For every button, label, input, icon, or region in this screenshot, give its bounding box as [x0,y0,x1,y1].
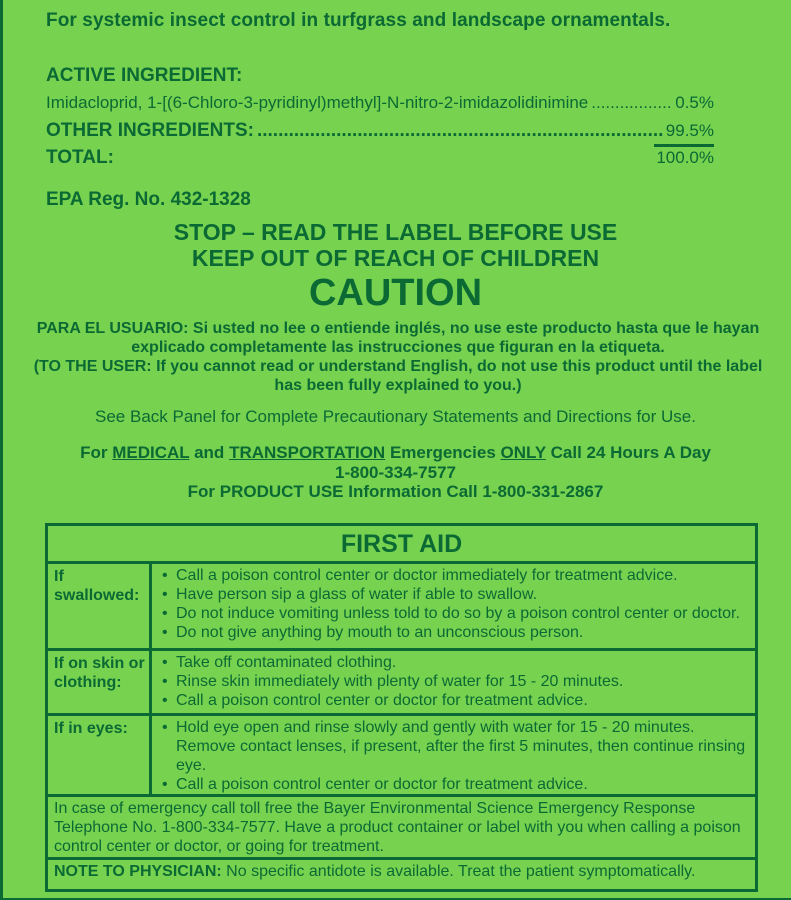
other-ingredients-percent: 99.5% [665,121,714,140]
only-word: ONLY [500,443,546,462]
see-back-panel: See Back Panel for Complete Precautionary Statements and Directions for Use. [95,407,696,426]
list-item: • Do not induce vomiting unless told to do so by a poison control center or doctor. [162,604,748,623]
instruction-list [162,566,748,642]
spanish-warning: PARA EL USUARIO: Si usted no lee o entiende inglés, no use este producto hasta que le hayan explicado completamente las instrucciones que figuran en la etiqueta. [36,320,760,356]
other-ingredients-label: OTHER INGREDIENTS: [46,120,254,141]
condition-label: If on skin or clothing: [48,651,152,713]
active-ingredient-name: Imidacloprid, 1-[(6-Chloro-3-pyridinyl)methyl]-N-nitro-2-imidazolidinimine [46,93,589,112]
instruction-list [162,718,748,794]
product-headline: For systemic insect control in turfgrass and landscape ornamentals. [46,10,671,31]
total-row [46,147,714,169]
condition-label: If in eyes: [48,716,152,794]
leader-dots [257,120,663,142]
signal-word: CAUTION [308,272,483,314]
note-divider [48,857,755,860]
english-warning: (TO THE USER: If you cannot read or understand English, do not use this product until the label has been fully explained to you.) [33,358,763,394]
note-to-physician [54,862,695,882]
first-aid-row-skin [48,651,755,716]
epa-registration: EPA Reg. No. 432-1328 [46,189,251,210]
note-text: No specific antidote is available. Treat the patient symptomatically. [226,863,696,880]
list-item: • Do not give anything by mouth to an unconscious person. [162,623,748,642]
emergency-line: For MEDICAL and TRANSPORTATION Emergencies ONLY Call 24 Hours A Day [80,443,711,462]
other-ingredients-row [46,120,714,142]
list-item: • Call a poison control center or doctor immediately for treatment advice. [162,566,748,585]
list-item: • Hold eye open and rinse slowly and gently with water for 15 - 20 minutes. Remove contact lenses, if present, after the first 5 minutes, then continue rinsing eye. [162,718,748,775]
instruction-list [162,653,748,710]
condition-label: If swallowed: [48,564,152,648]
note-label: NOTE TO PHYSICIAN: [54,863,222,880]
active-ingredient-row [46,93,714,113]
list-item: • Call a poison control center or doctor for treatment advice. [162,691,748,710]
total-percent: 100.0% [656,148,714,167]
active-ingredient-percent: 0.5% [675,93,714,112]
list-item: • Have person sip a glass of water if able to swallow. [162,585,748,604]
first-aid-row-eyes [48,716,755,797]
first-aid-title: FIRST AID [48,526,755,564]
keep-out-of-reach: KEEP OUT OF REACH OF CHILDREN [191,245,600,271]
transportation-word: TRANSPORTATION [229,443,386,462]
list-item: • Take off contaminated clothing. [162,653,748,672]
emergency-instructions: In case of emergency call toll free the Bayer Environmental Science Emergency Response Telephone No. 1-800-334-7577. Have a product container or label with you when calling a poison control center or doctor, or going for treatment. [54,800,741,855]
first-aid-box [45,523,758,892]
active-ingredient-heading: ACTIVE INGREDIENT: [46,65,243,86]
list-item: • Call a poison control center or doctor for treatment advice. [162,775,748,794]
emergency-phone: 1-800-334-7577 [335,463,456,482]
total-label: TOTAL: [46,147,114,168]
medical-word: MEDICAL [112,443,190,462]
product-use-phone: For PRODUCT USE Information Call 1-800-331-2867 [187,482,604,501]
list-item: • Rinse skin immediately with plenty of water for 15 - 20 minutes. [162,672,748,691]
leader-dots [591,93,672,113]
stop-read-label: STOP – READ THE LABEL BEFORE USE [173,219,618,245]
first-aid-row-swallowed [48,564,755,651]
